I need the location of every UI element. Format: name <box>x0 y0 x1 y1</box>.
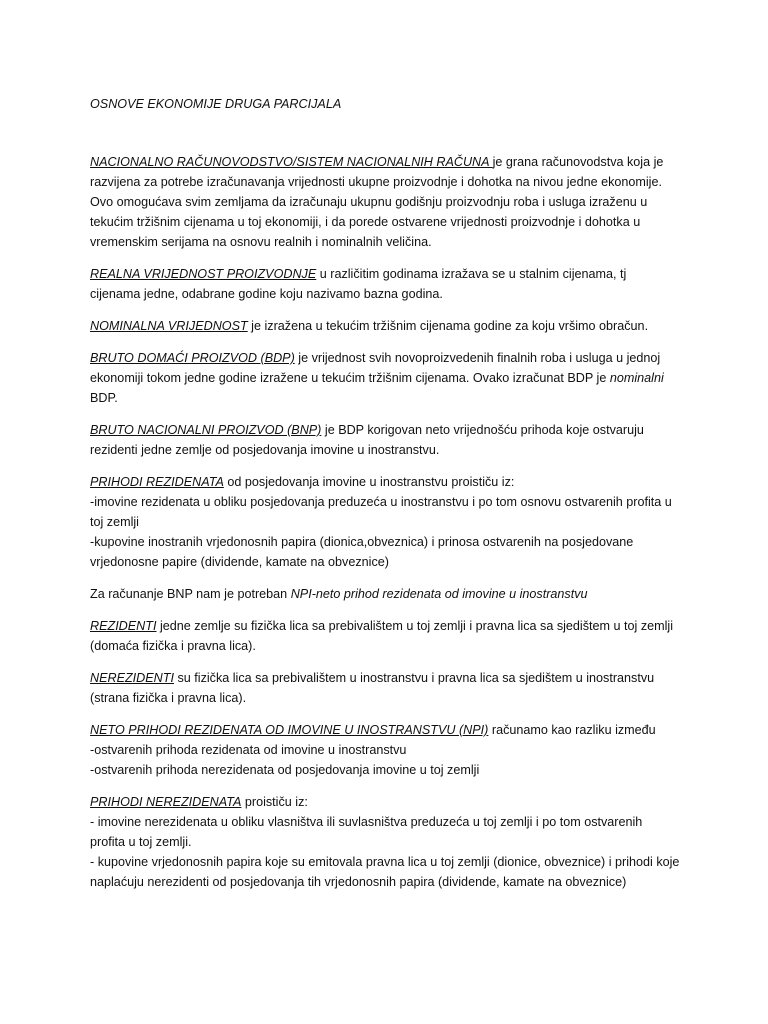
paragraph-line <box>90 668 680 708</box>
paragraph-line <box>90 720 680 740</box>
term-heading: PRIHODI NEREZIDENATA <box>90 795 242 809</box>
body-text: jedne zemlje su fizička lica sa prebivalištem u toj zemlji i pravna lica sa sjedištem u toj zemlji (domaća fizička i pravna lica). <box>90 619 674 653</box>
term-heading: NOMINALNA VRIJEDNOST <box>90 319 248 333</box>
document-page <box>90 96 680 904</box>
paragraph <box>90 152 680 252</box>
paragraph-line <box>90 760 680 780</box>
document-title: OSNOVE EKONOMIJE DRUGA PARCIJALA <box>90 97 342 111</box>
term-heading: BRUTO NACIONALNI PROIZVOD (BNP) <box>90 423 322 437</box>
paragraph-line <box>90 316 680 336</box>
paragraph <box>90 264 680 304</box>
paragraph-line <box>90 740 680 760</box>
paragraph-line <box>90 812 680 852</box>
paragraph <box>90 316 680 336</box>
term-heading: REALNA VRIJEDNOST PROIZVODNJE <box>90 267 317 281</box>
emphasized-text: nominalni <box>609 371 664 385</box>
paragraph-line <box>90 264 680 304</box>
paragraph <box>90 472 680 572</box>
term-heading: NACIONALNO RAČUNOVODSTVO/SISTEM NACIONALNIH RAČUNA <box>90 155 493 169</box>
body-text: -imovine rezidenata u obliku posjedovanja preduzeća u inostranstvu i po tom osnovu ostvarenih profita u toj zemlji <box>90 495 672 529</box>
paragraph-line <box>90 616 680 656</box>
body-text: - imovine nerezidenata u obliku vlasništva ili suvlasništva preduzeća u toj zemlji i po tom ostvarenih profita u toj zemlji. <box>90 815 643 849</box>
body-text: -ostvarenih prihoda nerezidenata od posjedovanja imovine u toj zemlji <box>90 763 480 777</box>
paragraph-line <box>90 852 680 892</box>
term-heading: REZIDENTI <box>90 619 157 633</box>
paragraph <box>90 420 680 460</box>
body-text: je vrijednost svih novoproizvedenih finalnih roba i usluga u jednoj ekonomiji tokom jedne godine izražene u tekućim tržišnim cijenama. Ovako izračunat BDP je <box>90 351 661 385</box>
body-text: računamo kao razliku između <box>488 723 656 737</box>
term-heading: BRUTO DOMAĆI PROIZVOD (BDP) <box>90 351 295 365</box>
body-text: -kupovine inostranih vrjedonosnih papira (dionica,obveznica) i prinosa ostvarenih na posjedovane vrjedonosne papire (dividende, kamate na obveznice) <box>90 535 634 569</box>
body-text: je grana računovodstva koja je razvijena za potrebe izračunavanja vrijednosti ukupne proizvodnje i dohotka na nivou jedne ekonomije. Ovo omogućava svim zemljama da izračunaju ukupnu godišnju proizvodnju roba i usluga izraženu u tekućim tržišnim cijenama u toj ekonomiji, i da porede ostvarene vrijednosti proizvodnje i dohotka u vremenskim serijama na osnovu realnih i nominalnih veličina. <box>90 155 664 249</box>
document-body <box>90 152 680 892</box>
body-text: je izražena u tekućim tržišnim cijenama godine za koju vršimo obračun. <box>247 319 649 333</box>
term-heading: NEREZIDENTI <box>90 671 174 685</box>
emphasized-text: NPI-neto prihod rezidenata od imovine u inostranstvu <box>290 587 588 601</box>
body-text: su fizička lica sa prebivalištem u inostranstvu i pravna lica sa sjedištem u inostranstvu (strana fizička i pravna lica). <box>90 671 655 705</box>
paragraph-line <box>90 348 680 408</box>
paragraph <box>90 792 680 892</box>
paragraph <box>90 348 680 408</box>
paragraph-line <box>90 152 680 252</box>
paragraph-line <box>90 492 680 532</box>
paragraph <box>90 668 680 708</box>
body-text: od posjedovanja imovine u inostranstvu proističu iz: <box>223 475 515 489</box>
term-heading: NETO PRIHODI REZIDENATA OD IMOVINE U INOSTRANSTVU (NPI) <box>90 723 489 737</box>
body-text: - kupovine vrjedonosnih papira koje su emitovala pravna lica u toj zemlji (dionice, obveznice) i prihodi koje naplaćuju nerezidenti od posjedovanja tih vrjedonosnih papira (dividende, kamate na obveznice) <box>90 855 680 889</box>
body-text: BDP. <box>90 391 118 405</box>
body-text: Za računanje BNP nam je potreban <box>90 587 291 601</box>
paragraph-line <box>90 420 680 460</box>
body-text: u različitim godinama izražava se u stalnim cijenama, tj cijenama jedne, odabrane godine koju nazivamo bazna godina. <box>90 267 627 301</box>
paragraph-line <box>90 532 680 572</box>
body-text: -ostvarenih prihoda rezidenata od imovine u inostranstvu <box>90 743 407 757</box>
body-text: je BDP korigovan neto vrijednošću prihoda koje ostvaruju rezidenti jedne zemlje od posjedovanja imovine u inostranstvu. <box>90 423 644 457</box>
paragraph-line <box>90 472 680 492</box>
body-text: proističu iz: <box>241 795 308 809</box>
paragraph <box>90 616 680 656</box>
term-heading: PRIHODI REZIDENATA <box>90 475 224 489</box>
paragraph <box>90 584 680 604</box>
paragraph-line <box>90 584 680 604</box>
paragraph <box>90 720 680 780</box>
paragraph-line <box>90 792 680 812</box>
